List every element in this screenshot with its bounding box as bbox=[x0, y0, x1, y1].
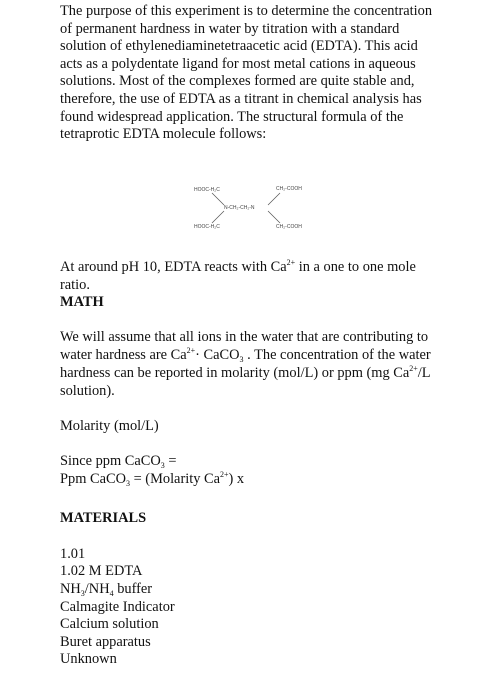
intro-line: found widespread application. The structural formula of the bbox=[60, 108, 404, 125]
assume-line-2: water hardness are $Ca^{2+}\cdot$ CaCO$_3$ . The concentration of the water bbox=[60, 346, 431, 364]
materials-item: Buret apparatus bbox=[60, 634, 151, 650]
materials-heading: MATERIALS bbox=[60, 510, 147, 526]
molecule-bottom-left-group: HOOC-H₂C bbox=[194, 224, 220, 230]
intro-line: of permanent hardness in water by titration with a standard bbox=[60, 20, 400, 37]
intro-line: acts as a polydentate ligand for most metal cations in aqueous bbox=[60, 55, 416, 72]
intro-line: tetraprotic EDTA molecule follows: bbox=[60, 126, 267, 143]
bond-line bbox=[268, 211, 280, 223]
intro-line: solution of ethylenediaminetetraacetic acid (EDTA). This acid bbox=[60, 38, 418, 55]
bond-line bbox=[268, 193, 280, 205]
ph-line-2: ratio. bbox=[60, 277, 90, 293]
molecule-top-left-group: HOOC-H₂C bbox=[194, 187, 220, 193]
materials-item: $NH_3/NH_4$ buffer bbox=[60, 581, 153, 598]
ph-line-1: At around pH 10, EDTA reacts with $Ca^{2+}$ in a one to one mole bbox=[60, 258, 416, 275]
molecule-center-chain: N-CH₂-CH₂-N bbox=[224, 205, 255, 211]
intro-line: The purpose of this experiment is to determine the concentration bbox=[60, 3, 433, 19]
edta-structural-formula bbox=[192, 177, 322, 233]
materials-item: 1.01 bbox=[60, 546, 86, 562]
assume-line-4: solution). bbox=[60, 383, 115, 399]
assume-line-1: We will assume that all ions in the water that are contributing to bbox=[60, 329, 429, 345]
materials-item: Unknown bbox=[60, 651, 117, 667]
molarity-label: Molarity (mol/L) bbox=[60, 418, 159, 434]
molecule-top-right-group: CH₂-COOH bbox=[276, 186, 302, 192]
intro-line: solutions. Most of the complexes formed are quite stable and, bbox=[60, 73, 415, 90]
assume-line-3: hardness can be reported in molarity (mol/L) or ppm (mg $Ca^{2+}/L$ bbox=[60, 364, 431, 381]
bond-line bbox=[212, 211, 224, 223]
intro-paragraph bbox=[60, 3, 432, 144]
math-heading: MATH bbox=[60, 294, 104, 310]
since-ppm-line: Since ppm CaCO$_3$ = bbox=[60, 453, 177, 470]
materials-item: Calmagite Indicator bbox=[60, 599, 175, 615]
materials-item: 1.02 M EDTA bbox=[60, 563, 143, 579]
materials-item: Calcium solution bbox=[60, 616, 159, 632]
ppm-formula-line: Ppm CaCO$_3$ = (Molarity $Ca^{2+}$) x bbox=[60, 470, 245, 488]
bond-line bbox=[212, 193, 224, 205]
intro-line: therefore, the use of EDTA as a titrant in chemical analysis has bbox=[60, 90, 422, 107]
molecule-bottom-right-group: CH₂-COOH bbox=[276, 224, 302, 230]
